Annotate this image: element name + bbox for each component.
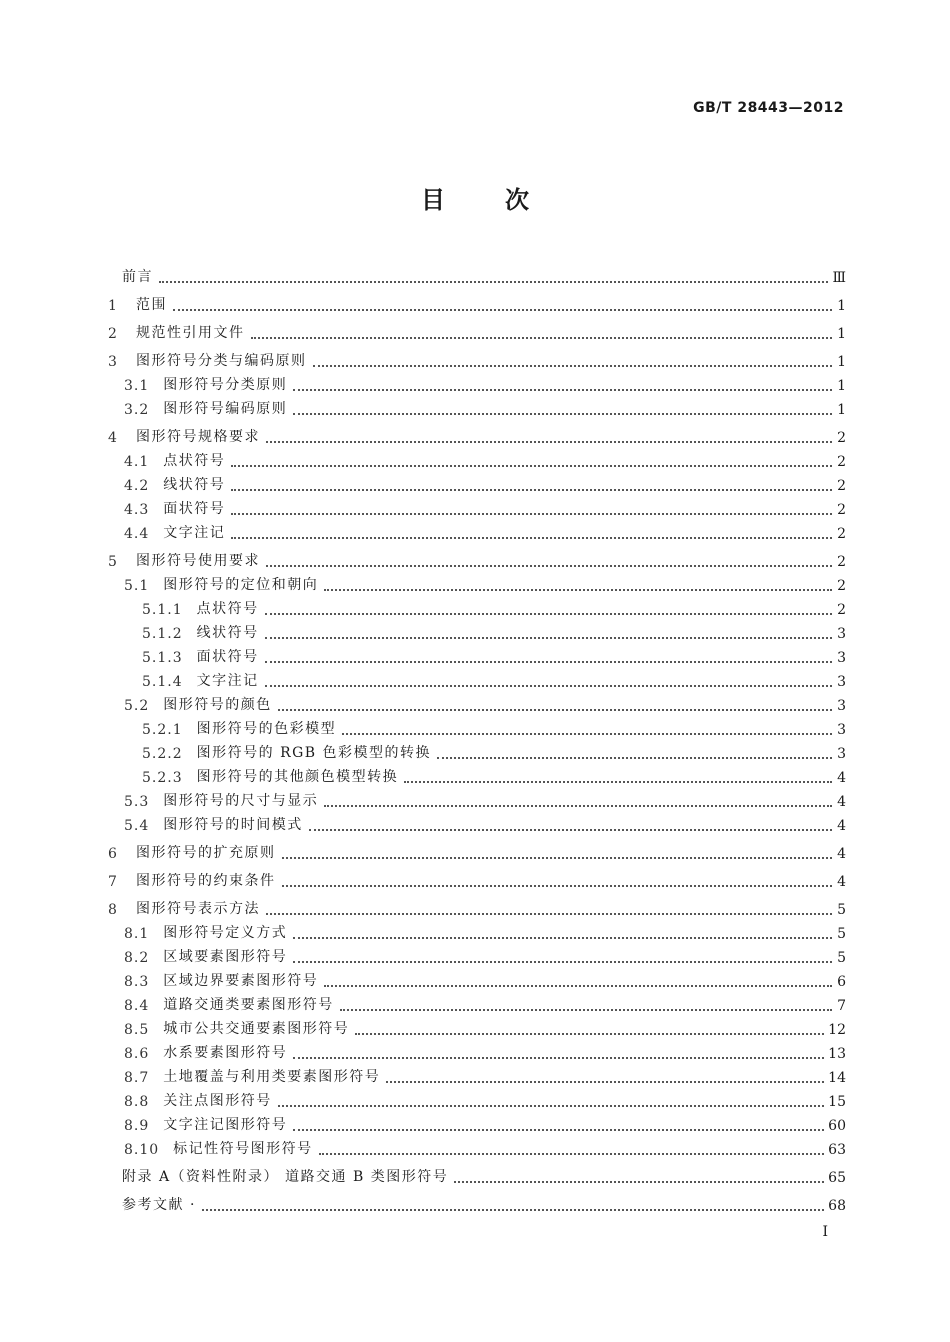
toc-entry[interactable] — [108, 1014, 846, 1038]
dot-leader — [266, 553, 832, 567]
toc-entry[interactable] — [108, 890, 846, 918]
toc-entry[interactable] — [108, 786, 846, 810]
toc-entry-number: 6 — [108, 846, 118, 862]
toc-entry-label: 图形符号的色彩模型 — [196, 721, 337, 737]
toc-entry-number: 4.4 — [124, 526, 150, 542]
toc-entry-label: 关注点图形符号 — [163, 1093, 272, 1109]
toc-entry-number: 8.7 — [124, 1070, 150, 1086]
toc-entry[interactable] — [108, 966, 846, 990]
toc-entry-page: 2 — [837, 578, 846, 594]
toc-entry-number: 5.1 — [124, 578, 150, 594]
toc-entry-page: 63 — [828, 1142, 846, 1158]
toc-entry[interactable] — [108, 418, 846, 446]
toc-entry-number: 7 — [108, 874, 118, 890]
toc-entry-number: 3.2 — [124, 402, 150, 418]
dot-leader — [404, 769, 832, 783]
dot-leader — [319, 1141, 825, 1155]
toc-entry[interactable] — [108, 762, 846, 786]
table-of-contents — [108, 258, 846, 1214]
toc-entry-number: 4.3 — [124, 502, 150, 518]
toc-entry[interactable] — [108, 690, 846, 714]
toc-entry-number: 4.1 — [124, 454, 150, 470]
toc-entry-page: 2 — [837, 502, 846, 518]
toc-entry[interactable] — [108, 1062, 846, 1086]
toc-entry-number: 5.1.4 — [142, 674, 183, 690]
toc-entry[interactable] — [108, 714, 846, 738]
toc-entry[interactable] — [108, 862, 846, 890]
page-number: I — [822, 1224, 828, 1240]
toc-entry-number: 5 — [108, 554, 118, 570]
toc-entry[interactable] — [108, 942, 846, 966]
toc-entry[interactable] — [108, 666, 846, 690]
dot-leader — [293, 377, 832, 391]
dot-leader — [313, 353, 833, 367]
toc-entry-label: 文字注记图形符号 — [163, 1117, 288, 1133]
toc-entry-label: 图形符号的其他颜色模型转换 — [196, 769, 399, 785]
toc-entry-label: 图形符号的定位和朝向 — [163, 577, 319, 593]
toc-entry-page: 3 — [837, 650, 846, 666]
toc-entry-label: 线状符号 — [163, 477, 226, 493]
toc-entry-page: 1 — [837, 298, 846, 314]
toc-entry[interactable] — [108, 1134, 846, 1158]
toc-entry-page: 3 — [837, 722, 846, 738]
toc-entry-label: 参考文献 · — [122, 1197, 196, 1213]
toc-entry-number: 5.1.3 — [142, 650, 183, 666]
toc-entry-number: 8.8 — [124, 1094, 150, 1110]
toc-entry[interactable] — [108, 370, 846, 394]
toc-entry-label: 线状符号 — [196, 625, 259, 641]
toc-entry[interactable] — [108, 570, 846, 594]
toc-entry[interactable] — [108, 834, 846, 862]
dot-leader — [340, 997, 832, 1011]
toc-entry-label: 前言 — [122, 269, 153, 285]
toc-entry-page: 2 — [837, 430, 846, 446]
dot-leader — [231, 501, 832, 515]
toc-entry-number: 5.3 — [124, 794, 150, 810]
toc-entry-page: 3 — [837, 626, 846, 642]
toc-entry-label: 点状符号 — [163, 453, 226, 469]
toc-entry-label: 附录 A（资料性附录） 道路交通 B 类图形符号 — [122, 1169, 449, 1185]
toc-entry[interactable] — [108, 918, 846, 942]
toc-entry-label: 图形符号使用要求 — [136, 553, 260, 569]
toc-entry-label: 图形符号分类原则 — [163, 377, 288, 393]
toc-entry-label: 图形符号表示方法 — [136, 901, 260, 917]
toc-entry-page: 13 — [828, 1046, 846, 1062]
toc-entry-number: 2 — [108, 326, 118, 342]
toc-entry-page: Ⅲ — [832, 270, 846, 286]
toc-entry-page: 60 — [828, 1118, 846, 1134]
toc-entry-label: 土地覆盖与利用类要素图形符号 — [163, 1069, 381, 1085]
toc-entry-label: 图形符号的扩充原则 — [136, 845, 276, 861]
dot-leader — [231, 453, 832, 467]
toc-entry-label: 图形符号的时间模式 — [163, 817, 303, 833]
toc-entry-number: 8.9 — [124, 1118, 150, 1134]
toc-entry-number: 8.4 — [124, 998, 150, 1014]
toc-entry[interactable] — [108, 314, 846, 342]
toc-entry-number: 8.6 — [124, 1046, 150, 1062]
toc-entry[interactable] — [108, 258, 846, 286]
toc-entry-page: 4 — [837, 794, 846, 810]
toc-entry-page: 2 — [837, 526, 846, 542]
toc-entry-page: 5 — [837, 950, 846, 966]
toc-entry-number: 8 — [108, 902, 118, 918]
toc-entry-label: 文字注记 — [163, 525, 226, 541]
page-title — [0, 180, 950, 215]
dot-leader — [324, 577, 832, 591]
toc-entry-page: 12 — [828, 1022, 846, 1038]
dot-leader — [293, 1045, 824, 1059]
toc-entry-number: 8.1 — [124, 926, 150, 942]
dot-leader — [324, 973, 832, 987]
toc-entry-label: 文字注记 — [196, 673, 259, 689]
toc-entry-number: 1 — [108, 298, 118, 314]
toc-entry-number: 5.2.3 — [142, 770, 183, 786]
toc-entry[interactable] — [108, 470, 846, 494]
toc-entry[interactable] — [108, 342, 846, 370]
toc-entry-label: 点状符号 — [196, 601, 259, 617]
dot-leader — [293, 949, 832, 963]
dot-leader — [159, 269, 828, 283]
toc-entry-page: 1 — [837, 402, 846, 418]
toc-entry-number: 8.2 — [124, 950, 150, 966]
dot-leader — [265, 625, 832, 639]
toc-entry-label: 标记性符号图形符号 — [173, 1141, 313, 1157]
toc-entry-number: 8.3 — [124, 974, 150, 990]
title-char-1: 目 — [421, 186, 445, 214]
toc-entry-label: 图形符号的约束条件 — [136, 873, 276, 889]
toc-entry-label: 图形符号的 RGB 色彩模型的转换 — [196, 745, 432, 761]
dot-leader — [278, 697, 832, 711]
toc-entry-page: 2 — [837, 554, 846, 570]
toc-entry[interactable] — [108, 810, 846, 834]
dot-leader — [282, 873, 833, 887]
toc-entry-number: 4 — [108, 430, 118, 446]
toc-entry-number: 3.1 — [124, 378, 150, 394]
toc-entry[interactable] — [108, 738, 846, 762]
toc-entry-label: 图形符号的尺寸与显示 — [163, 793, 319, 809]
dot-leader — [437, 745, 832, 759]
dot-leader — [202, 1197, 824, 1211]
toc-entry-label: 面状符号 — [196, 649, 259, 665]
toc-entry-page: 1 — [837, 378, 846, 394]
toc-entry-page: 65 — [828, 1170, 846, 1186]
toc-entry[interactable] — [108, 1186, 846, 1214]
dot-leader — [266, 901, 832, 915]
toc-entry-label: 图形符号编码原则 — [163, 401, 288, 417]
toc-entry-number: 5.1.2 — [142, 626, 183, 642]
toc-entry[interactable] — [108, 446, 846, 470]
toc-entry[interactable] — [108, 394, 846, 418]
toc-entry-label: 图形符号定义方式 — [163, 925, 288, 941]
dot-leader — [324, 793, 832, 807]
toc-entry[interactable] — [108, 1110, 846, 1134]
dot-leader — [293, 925, 832, 939]
toc-entry-label: 范围 — [136, 297, 167, 313]
dot-leader — [265, 673, 832, 687]
dot-leader — [293, 1117, 824, 1131]
toc-entry[interactable] — [108, 642, 846, 666]
dot-leader — [342, 721, 832, 735]
toc-entry[interactable] — [108, 542, 846, 570]
toc-entry-number: 5.1.1 — [142, 602, 183, 618]
toc-entry-page: 7 — [837, 998, 846, 1014]
toc-entry-label: 道路交通类要素图形符号 — [163, 997, 334, 1013]
dot-leader — [454, 1169, 824, 1183]
dot-leader — [293, 401, 832, 415]
dot-leader — [355, 1021, 824, 1035]
toc-entry[interactable] — [108, 1158, 846, 1186]
dot-leader — [231, 477, 832, 491]
toc-entry-label: 区域边界要素图形符号 — [163, 973, 319, 989]
toc-entry-page: 2 — [837, 454, 846, 470]
toc-entry-page: 4 — [837, 818, 846, 834]
toc-entry-number: 5.2.2 — [142, 746, 183, 762]
toc-entry-label: 图形符号规格要求 — [136, 429, 260, 445]
toc-entry-label: 图形符号分类与编码原则 — [136, 353, 307, 369]
toc-entry-page: 4 — [837, 846, 846, 862]
toc-entry[interactable] — [108, 1038, 846, 1062]
toc-entry-label: 区域要素图形符号 — [163, 949, 288, 965]
toc-entry-number: 5.2 — [124, 698, 150, 714]
toc-entry-page: 15 — [828, 1094, 846, 1110]
toc-entry-page: 3 — [837, 674, 846, 690]
toc-entry-number: 5.2.1 — [142, 722, 183, 738]
toc-entry-page: 2 — [837, 478, 846, 494]
dot-leader — [266, 429, 832, 443]
dot-leader — [231, 525, 832, 539]
dot-leader — [278, 1093, 824, 1107]
toc-entry[interactable] — [108, 286, 846, 314]
toc-entry-page: 14 — [828, 1070, 846, 1086]
dot-leader — [173, 297, 832, 311]
dot-leader — [265, 601, 832, 615]
toc-entry-page: 1 — [837, 354, 846, 370]
toc-entry[interactable] — [108, 594, 846, 618]
toc-entry[interactable] — [108, 618, 846, 642]
toc-entry-number: 4.2 — [124, 478, 150, 494]
standard-code: GB/T 28443—2012 — [693, 100, 844, 116]
toc-entry[interactable] — [108, 518, 846, 542]
toc-entry-page: 2 — [837, 602, 846, 618]
toc-entry-number: 3 — [108, 354, 118, 370]
dot-leader — [265, 649, 832, 663]
toc-entry-number: 5.4 — [124, 818, 150, 834]
toc-entry-page: 5 — [837, 902, 846, 918]
toc-entry[interactable] — [108, 494, 846, 518]
toc-entry-number: 8.5 — [124, 1022, 150, 1038]
toc-entry[interactable] — [108, 1086, 846, 1110]
toc-entry[interactable] — [108, 990, 846, 1014]
toc-entry-page: 3 — [837, 698, 846, 714]
toc-entry-label: 图形符号的颜色 — [163, 697, 272, 713]
dot-leader — [386, 1069, 824, 1083]
toc-entry-page: 5 — [837, 926, 846, 942]
toc-entry-page: 6 — [837, 974, 846, 990]
title-char-2: 次 — [505, 186, 529, 214]
toc-entry-label: 城市公共交通要素图形符号 — [163, 1021, 350, 1037]
toc-entry-page: 68 — [828, 1198, 846, 1214]
toc-entry-page: 4 — [837, 874, 846, 890]
toc-entry-number: 8.10 — [124, 1142, 160, 1158]
toc-entry-page: 4 — [837, 770, 846, 786]
toc-entry-label: 规范性引用文件 — [136, 325, 245, 341]
toc-entry-label: 面状符号 — [163, 501, 226, 517]
dot-leader — [251, 325, 833, 339]
toc-entry-page: 3 — [837, 746, 846, 762]
toc-entry-page: 1 — [837, 326, 846, 342]
dot-leader — [282, 845, 833, 859]
dot-leader — [309, 817, 832, 831]
toc-entry-label: 水系要素图形符号 — [163, 1045, 288, 1061]
